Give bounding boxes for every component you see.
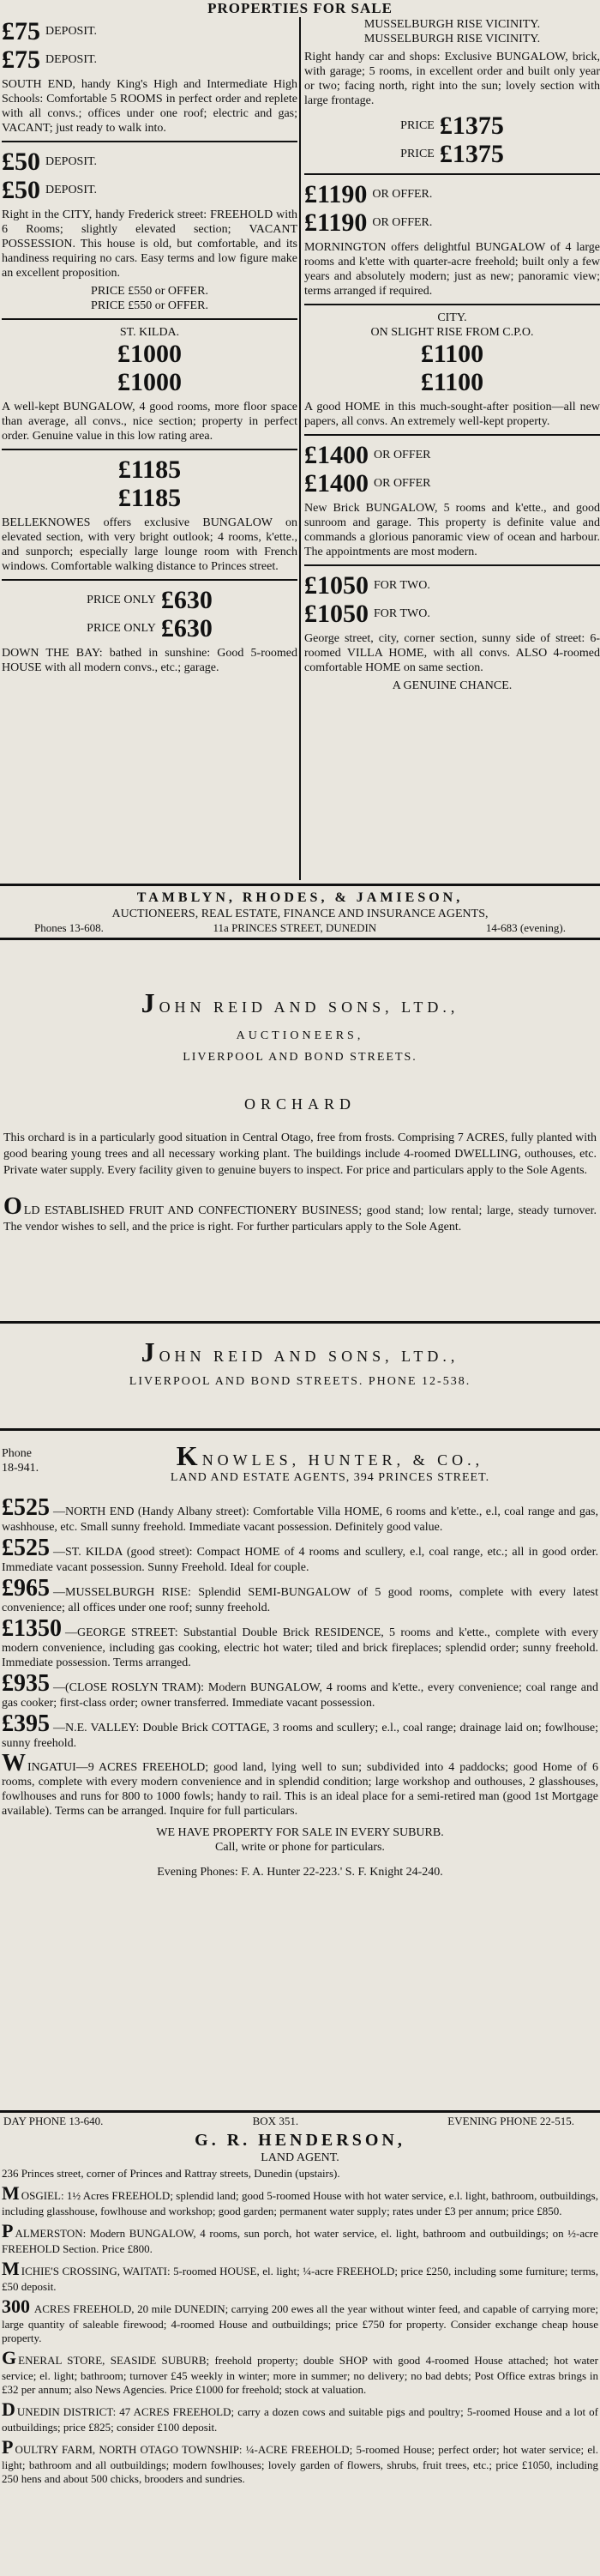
price-prefix: PRICE ONLY [87, 622, 156, 636]
agent-name-rest: NOWLES, HUNTER, & CO., [201, 1451, 484, 1469]
price: £1375 [439, 112, 504, 141]
listing-st-kilda [2, 325, 297, 443]
agent-role: LAND AGENT. [261, 2151, 339, 2165]
listing-text: George street, city, corner section, sunny side of street: 6-roomed VILLA HOME, with all convs. ALSO 4-roomed comfortable HOME on same section. [304, 632, 600, 675]
fruit-business-body: LD ESTABLISHED FRUIT AND CONFECTIONERY BUSINESS; good stand; low rental; large, steady turnover. The vendor wishes to sell, and the price is right. For further particulars apply to the Sole Agent. [3, 1204, 597, 1234]
listing-text: —GEORGE STREET: Substantial Double Brick RESIDENCE, 5 rooms and k'ette., complete with every modern convenience, including gas cooking, electric hot water; tiled and brick fireplaces; splendid order; sunny freehold. Immediate possession. Terms arranged. [2, 1626, 598, 1669]
price: £1000 [117, 340, 182, 369]
phone-number: 18-941. [2, 1462, 39, 1475]
drop-cap: D [2, 2398, 15, 2421]
drop-cap: M [2, 2258, 20, 2280]
place-heading: MUSSELBURGH RISE VICINITY. [363, 33, 541, 46]
listing-text: Right in the CITY, handy Frederick street: FREEHOLD with 6 Rooms; slightly elevated section; VACANT POSSESSION. This house is old, but comfortable, and its handiness requiring no cars. Easy terms and low figure make an excellent proposition. [2, 208, 297, 280]
day-phone: DAY PHONE 13-640. [3, 2114, 104, 2127]
john-reid-ad-footer [0, 1321, 600, 1389]
price: £935 [2, 1670, 50, 1697]
listing-text: —ST. KILDA (good street): Compact HOME of 4 rooms and scullery, e.l, coal range, etc.; all in good order. Immediate vacant possession. Sunny Freehold. Ideal for couple. [2, 1546, 598, 1574]
listing-text: SOUTH END, handy King's High and Intermediate High Schools: Comfortable 5 ROOMS in perfect order and replete with all convs.; offices under one roof; electric and gas; VACANT; just ready to walk into. [2, 78, 297, 135]
henderson-listing [2, 2347, 598, 2397]
listing-text: A good HOME in this much-sought-after position—all new papers, all convs. An extremely well-kept property. [304, 401, 600, 429]
listing-text: ICHIE'S CROSSING, WAITATI: 5-roomed HOUSE, el. light; ¼-acre FREEHOLD; price £250, including some furniture; terms, £50 deposit. [2, 2265, 598, 2294]
price: £1190 [304, 208, 368, 238]
henderson-ad [0, 2110, 600, 2488]
listing-text: INGATUI—9 ACRES FREEHOLD; good land, lying well to sun; subdivided into 4 paddocks; good Home of 6 rooms, complete with every modern convenience and in splendid condition; large workshop and outhouses, 2 glasshouses, fowlhouses and runs for 800 to 1000 fowls; handy to rail. This is an ideal place for a semi-retired man (good 1st Mortgage available). Terms can be arranged. Inquire for full particulars. [2, 1761, 598, 1818]
drop-cap: G [2, 2347, 17, 2369]
listing-george-street [304, 571, 600, 693]
price-prefix: PRICE [400, 119, 435, 133]
price: £1400 [304, 441, 369, 470]
divider [304, 564, 600, 566]
listing-text: —N.E. VALLEY: Double Brick COTTAGE, 3 rooms and scullery; e.l., coal range; drainage laid on; fowlhouse; sunny freehold. [2, 1722, 598, 1750]
price-prefix: PRICE ONLY [87, 594, 156, 607]
divider [2, 318, 297, 320]
listing-tail: A GENUINE CHANCE. [392, 679, 513, 693]
price: £1185 [117, 484, 182, 513]
price: £1190 [304, 180, 368, 209]
agent-name-rest: OHN REID AND SONS, LTD., [159, 998, 459, 1016]
drop-cap: W [2, 1750, 26, 1777]
divider [0, 1321, 600, 1324]
listing-text: —(CLOSE ROSLYN TRAM): Modern BUNGALOW, 4 rooms and k'ette., every convenience; coal range and gas cooker; first-class order; owner transferred. Immediate vacant possession. [2, 1681, 598, 1710]
price: £1050 [304, 600, 369, 629]
place-heading: CITY. [437, 311, 467, 325]
price: £50 [2, 176, 40, 204]
agent-name-initial: K [176, 1440, 202, 1471]
drop-cap: O [3, 1193, 22, 1221]
agent-name [0, 1336, 600, 1369]
divider [304, 173, 600, 175]
listing-text: UNEDIN DISTRICT: 47 ACRES FREEHOLD; carry a dozen cows and suitable pigs and poultry; 5-roomed House and a lot of outbuildings; price £825; consider £100 deposit. [2, 2405, 598, 2434]
phone-label: Phone [2, 1447, 32, 1460]
price: £630 [160, 614, 213, 643]
divider [304, 304, 600, 305]
henderson-listing [2, 2436, 598, 2486]
agent-address: LIVERPOOL AND BOND STREETS. PHONE 12-538. [129, 1375, 471, 1389]
place-heading: ST. KILDA. [119, 326, 180, 340]
knowles-hunter-ad [0, 1428, 600, 1879]
agent-address: 11a PRINCES STREET, DUNEDIN [213, 920, 377, 934]
price-note: DEPOSIT. [45, 52, 98, 66]
henderson-listing [2, 2182, 598, 2218]
knowles-listing [2, 1536, 598, 1575]
agent-name-rest: OHN REID AND SONS, LTD., [159, 1348, 459, 1365]
price-note: FOR TWO. [374, 607, 430, 621]
price-prefix: PRICE [400, 148, 435, 161]
listing-belleknowes [2, 455, 297, 574]
agent-address: LAND AND ESTATE AGENTS, 394 PRINCES STREET. [170, 1471, 490, 1484]
listing-text: New Brick BUNGALOW, 5 rooms and k'ette., and good sunroom and garage. This property is definite value and commands a glorious panoramic view of ocean and harbour. The appointments are most modern. [304, 502, 600, 559]
wingatui-listing [0, 1750, 600, 1819]
price-note: DEPOSIT. [45, 183, 98, 196]
listing-text: DOWN THE BAY: bathed in sunshine: Good 5-roomed HOUSE with all modern convs., etc.; garage. [2, 647, 297, 675]
price: £1375 [439, 140, 504, 169]
price-note: OR OFFER. [372, 188, 433, 202]
fruit-business-text [0, 1193, 600, 1235]
agent-evening-phone: 14-683 (evening). [485, 920, 566, 934]
place-heading: MUSSELBURGH RISE VICINITY. [363, 18, 541, 31]
divider [304, 434, 600, 436]
divider [2, 141, 297, 142]
john-reid-ad-orchard [0, 986, 600, 1239]
listings-grid [0, 17, 600, 880]
divider [2, 579, 297, 581]
knowles-listings [0, 1496, 600, 1751]
listing-text: Right handy car and shops: Exclusive BUNGALOW, brick, with garage; 5 rooms, in excellent order and built only year or two; facing north, right into the sun; lovely section with large frontage. [304, 51, 600, 108]
agent-address: 236 Princes street, corner of Princes and Rattray streets, Dunedin (upstairs). [2, 2167, 340, 2181]
orchard-text: This orchard is in a particularly good situation in Central Otago, free from frosts. Comprising 7 ACRES, fully planted with good bearing young trees and all necessary working plant. The buildings include 4-roomed DWELLING, outhouses, etc. Private water supply. Every facility given to genuine buyers to inspect. For price and particulars apply to the Sole Agents. [3, 1131, 597, 1178]
left-column [2, 17, 297, 679]
agent-name: G. R. HENDERSON, [195, 2130, 405, 2150]
price-note: DEPOSIT. [45, 24, 98, 38]
agent-name: TAMBLYN, RHODES, & JAMIESON, [136, 890, 464, 905]
divider [0, 938, 600, 940]
price-note: OR OFFER. [372, 216, 433, 230]
listing-text: OSGIEL: 1½ Acres FREEHOLD; splendid land; good 5-roomed House with hot water service, e.l. light, bathroom, outbuildings, including glasshouse, fowlhouse and workshop; good garden; permanent water supply; rates under £3 per annum; price £850. [2, 2189, 598, 2218]
price-note: FOR TWO. [374, 579, 430, 593]
knowles-listing [2, 1672, 598, 1710]
listing-text: OULTRY FARM, NORTH OTAGO TOWNSHIP: ¼-ACRE FREEHOLD; 5-roomed House; perfect order; hot water service; el. light; bathroom and all outbuildings; modern fowlhouses; lovely garden of flowers, shrubs, fruit trees, etc.; price £1050, including 250 hens and about 500 chicks, brooders and sundries. [2, 2443, 598, 2486]
page-title: PROPERTIES FOR SALE [207, 0, 393, 16]
phone-block [2, 1446, 39, 1475]
price-line: PRICE £550 or OFFER. [91, 285, 208, 298]
drop-cap: 300 [2, 2295, 30, 2318]
listing-text: ALMERSTON: Modern BUNGALOW, 4 rooms, sun porch, hot water service, el. light, bathroom and outbuildings; on ½-acre FREEHOLD Section. Price £800. [2, 2227, 598, 2256]
price: £1400 [304, 469, 369, 498]
listing-text: —NORTH END (Handy Albany street): Comfortable Villa HOME, 6 rooms and k'ette., e.l, coal range and gas, washhouse, etc. Small sunny freehold. Immediate vacant possession. Definitely good value. [2, 1505, 598, 1534]
evening-phones: Evening Phones: F. A. Hunter 22-223.' S. F. Knight 24-240. [157, 1866, 443, 1879]
price: £1100 [420, 368, 484, 397]
price: £965 [2, 1575, 50, 1602]
price: £1050 [304, 571, 369, 600]
price: £525 [2, 1535, 50, 1561]
listing-text: ACRES FREEHOLD, 20 mile DUNEDIN; carrying 200 ewes all the year without winter feed, and capable of carrying more; large quantity of saleable firewood; 4-roomed House and outbuildings; price £750 for property. Consider exchange cheap house property. [2, 2302, 598, 2345]
henderson-contacts [0, 2113, 600, 2128]
column-divider [299, 17, 301, 880]
call-line: Call, write or phone for particulars. [215, 1841, 385, 1855]
agent-name-initial: J [141, 1336, 159, 1367]
price: £1100 [420, 340, 484, 369]
agent-role: AUCTIONEERS, [236, 1029, 364, 1043]
evening-phone: EVENING PHONE 22-515. [447, 2114, 574, 2127]
agent-role: AUCTIONEERS, REAL ESTATE, FINANCE AND INSURANCE AGENTS, [111, 907, 489, 920]
knowles-header [0, 1431, 600, 1486]
knowles-listing [2, 1577, 598, 1615]
listing-south-end [2, 17, 297, 136]
agent-phone: Phones 13-608. [34, 920, 104, 934]
price: £1185 [117, 455, 182, 485]
agent-name [0, 986, 600, 1020]
henderson-listing [2, 2295, 598, 2345]
listing-text: MORNINGTON offers delightful BUNGALOW of 4 large rooms and k'ette with quarter-acre freehold; built only a few years and absolutely modern; just as new; panoramic view; terms arranged if required. [304, 241, 600, 299]
listing-city-cpo [304, 311, 600, 429]
listing-text: A well-kept BUNGALOW, 4 good rooms, more floor space than average, all convs., nice section; property in perfect order. Genuine value in this low rating area. [2, 401, 297, 443]
right-column [304, 17, 600, 693]
tamblyn-agents-block [0, 884, 600, 940]
price-note: OR OFFER [374, 449, 431, 462]
henderson-listings [0, 2182, 600, 2486]
every-suburb-line: WE HAVE PROPERTY FOR SALE IN EVERY SUBURB. [156, 1826, 444, 1839]
knowles-listing [2, 1496, 598, 1535]
agent-name-initial: J [141, 987, 159, 1018]
price: £1000 [117, 368, 182, 397]
agent-contact-row [0, 921, 600, 935]
listing-city-frederick [2, 148, 297, 313]
knowles-listing [2, 1617, 598, 1670]
knowles-listing [2, 1712, 598, 1751]
henderson-listing [2, 2398, 598, 2434]
price: £1350 [2, 1615, 62, 1642]
price: £630 [160, 586, 213, 615]
listing-brick-bungalow [304, 441, 600, 559]
listing-down-the-bay [2, 586, 297, 675]
agent-address: LIVERPOOL AND BOND STREETS. [183, 1051, 417, 1065]
divider [0, 884, 600, 886]
price: £75 [2, 17, 40, 45]
drop-cap: P [2, 2220, 14, 2242]
listing-mornington [304, 180, 600, 299]
listing-musselburgh [304, 17, 600, 168]
price-line: PRICE £550 or OFFER. [91, 299, 208, 313]
henderson-listing [2, 2220, 598, 2256]
listing-text: BELLEKNOWES offers exclusive BUNGALOW on elevated section, with very bright outlook; 4 rooms, k'ette., and sunporch; especially large lounge room with French windows. Comfortable walking distance to Princes street. [2, 516, 297, 574]
box-number: BOX 351. [252, 2114, 299, 2127]
price: £50 [2, 148, 40, 176]
divider [2, 449, 297, 450]
section-title: ORCHARD [243, 1095, 356, 1113]
price: £395 [2, 1710, 50, 1737]
price-note: DEPOSIT. [45, 154, 98, 168]
drop-cap: P [2, 2436, 14, 2458]
price: £75 [2, 45, 40, 74]
price-note: OR OFFER [374, 477, 431, 491]
drop-cap: M [2, 2182, 20, 2205]
agent-name [60, 1439, 600, 1473]
listing-text: ENERAL STORE, SEASIDE SUBURB; freehold property; double SHOP with good 4-roomed House attached; hot water service; el. light; bathroom; turnover £45 weekly in winter; more in summer; no delivery; no bad debts; Post Office extras brings in £32 per annum; also News Agencies. Price £1000 for freehold; stock at valuation. [2, 2354, 598, 2397]
listing-text: —MUSSELBURGH RISE: Splendid SEMI-BUNGALOW of 5 good rooms, complete with every latest convenience; all offices under one roof; sunny freehold. [2, 1586, 598, 1614]
henderson-listing [2, 2258, 598, 2294]
price: £525 [2, 1494, 50, 1521]
place-subheading: ON SLIGHT RISE FROM C.P.O. [370, 326, 534, 340]
